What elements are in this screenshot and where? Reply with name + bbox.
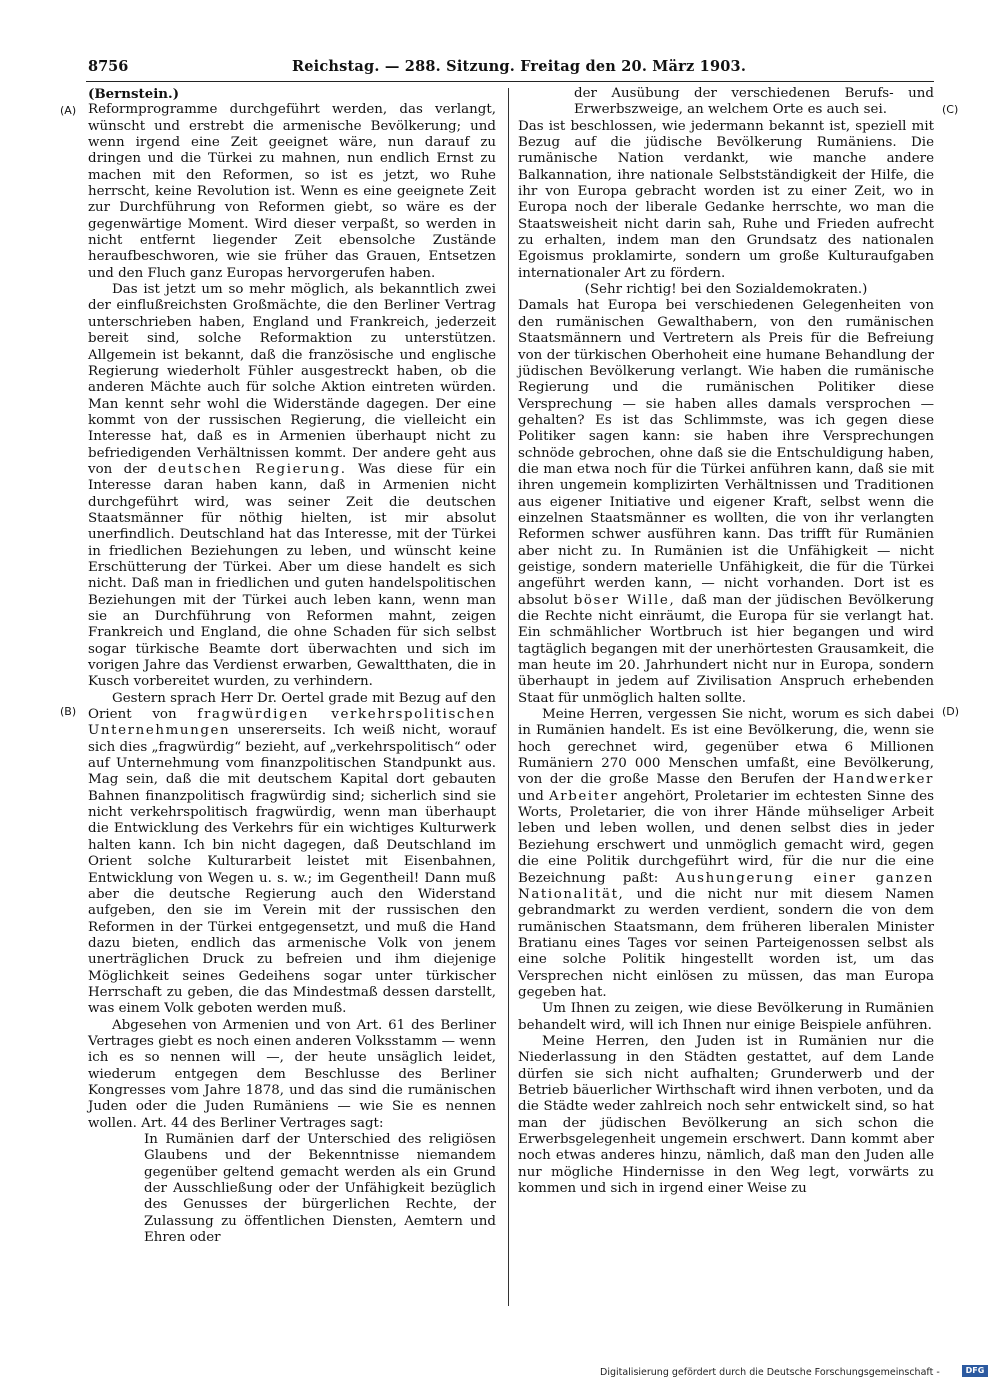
emphasis-text: böser Wille, xyxy=(573,592,676,608)
speaker-name: (Bernstein.) xyxy=(88,86,180,102)
paragraph: Um Ihnen zu zeigen, wie diese Bevölkerung in Rumänien behandelt wird, will ich Ihnen nur einige Beispiele anführen. xyxy=(518,1001,934,1033)
running-title: Reichstag. — 288. Sitzung. Freitag den 20. März 1903. xyxy=(292,58,747,75)
text-run: Gestern sprach Herr Dr. Oertel grade mit Bezug auf den Orient von xyxy=(88,690,496,723)
paragraph xyxy=(518,707,934,1001)
header-rule xyxy=(86,81,934,82)
right-column xyxy=(518,86,934,1197)
paragraph xyxy=(88,282,496,691)
page-number: 8756 xyxy=(88,58,129,75)
block-quote: In Rumänien darf der Unterschied des religiösen Glaubens und der Bekenntnisse niemandem gegenüber geltend gemacht werden als ein Grund der Ausschließung oder der Unfähigkeit bezüglich des Genusses der bürgerlichen Rechte, der Zulassung zu öffentlichen Diensten, Aemtern und Ehren oder xyxy=(144,1132,496,1246)
margin-marker-a: (A) xyxy=(60,104,77,117)
paragraph: Abgesehen von Armenien und von Art. 61 des Berliner Vertrages giebt es noch einen anderen Volksstamm — wenn ich es so nennen will —, der heute unsäglich leidet, wiederum entgegen dem Beschlusse des Berliner Kongresses vom Jahre 1878, und das sind die rumänischen Juden oder die Juden Rumäniens — wie Sie es nennen wollen. Art. 44 des Berliner Vertrages sagt: xyxy=(88,1017,496,1131)
paragraph xyxy=(88,691,496,1018)
dfg-logo: DFG xyxy=(962,1365,988,1377)
left-column xyxy=(88,86,496,1246)
margin-marker-c: (C) xyxy=(942,103,959,116)
emphasis-text: Aushungerung einer ganzen Nationalität, xyxy=(518,870,934,902)
text-run: Damals hat Europa bei verschiedenen Gelegenheiten von den rumänischen Gewalthabern, von den rumänischen Staatsmännern und Vertretern als Preis für die Befreiung von der türkischen Oberhoheit eine humane Behandlung der jüdischen Bevölkerung verlangt. Wie haben die rumänische Regierung und die rumänischen Politiker diese Versprechung — sie haben alles damals versprochen — gehalten? Es ist das Schlimmste, was ich gegen diese Politiker sagen kann: sie haben ihre Versprechungen schnöde gebrochen, ohne daß sie die Entschuldigung haben, die man etwa noch für die Türkei anführen kann, daß sie mit ihren ungemein komplizirten Verhältnissen und Traditionen aus eigener Initiative und eigener Kraft, selbst wenn die einzelnen Staatsmänner es wollten, die von ihr verlangten Reformen schwer ausführen kann. Das trifft für Rumänien aber nicht zu. In Rumänien ist die Unfähigkeit — nicht geistige, sondern materielle Unfähigkeit, die für die Türkei angeführt werden kann, — nicht vorhanden. Dort ist es absolut xyxy=(518,298,934,608)
text-run: und xyxy=(518,788,544,804)
paragraph: Das ist beschlossen, wie jedermann bekannt ist, speziell mit Bezug auf die jüdische Bevölkerung Rumäniens. Die rumänische Nation verdankt, wie manche andere Balkannation, ihre nationale Selbstständigkeit der Hilfe, die ihr von Europa gebracht worden ist zu einer Zeit, wo in Europa noch der liberale Gedanke herrschte, wo man die Staatsweisheit nicht darin sah, Ruhe und Frieden aufrecht zu erhalten, indem man den Grundsatz des nationalen Egoismus proklamirte, sondern um große Kulturaufgaben internationaler Art zu fördern. xyxy=(518,118,934,281)
emphasis-text: deutschen Regierung. xyxy=(157,461,347,477)
text-run: Meine Herren, vergessen Sie nicht, worum es sich dabei in Rumänien handelt. Es ist eine Bevölkerung, die, wenn sie hoch gerechnet wird, gegenüber etwa 6 Millionen Rumäniern 270 000 Menschen umfaßt, eine Bevölkerung, von der die große Masse den Berufen der xyxy=(518,707,934,788)
emphasis-text: fragwürdigen verkehrspolitischen Unternehmungen xyxy=(88,707,496,739)
emphasis-text: Arbeiter xyxy=(548,788,619,804)
interjection: (Sehr richtig! bei den Sozialdemokraten.) xyxy=(584,282,868,298)
text-run: unsererseits. Ich weiß nicht, worauf sich dies „fragwürdig“ bezieht, auf „verkehrspolitisch“ oder auf Unternehmung vom finanzpolitischen Standpunkt aus. Mag sein, daß die mit deutschem Kapital dort gebauten Bahnen finanzpolitisch fragwürdig sind; sicherlich sind sie nicht verkehrspolitisch fragwürdig, wenn man überhaupt die Entwicklung des Verkehrs für ein wichtiges Kulturwerk halten kann. Ich bin nicht dagegen, daß Deutschland im Orient solche Kulturarbeit leistet mit Eisenbahnen, Entwicklung von Wegen u. s. w.; im Gegentheil! Dann muß aber die deutsche Regierung auch den Widerstand aufgeben, den sie im Verein mit der russischen den Reformen in der Türkei entgegensetzt, und muß die Hand dazu bieten, endlich das armenische Volk von jenem unerträglichen Druck zu befreien und ihm diejenige Möglichkeit seines Gedeihens sogar unter türkischer Herrschaft zu geben, die das Mindestmaß dessen darstellt, was einem Volk geboten werden muß. xyxy=(88,723,496,1017)
text-run: daß man der jüdischen Bevölkerung die Rechte nicht einräumt, die Europa für sie verlangt hat. Ein schmählicher Wortbruch ist hier begangen und wird tagtäglich begangen mit der unerhörtesten Grausamkeit, die man heute im 20. Jahrhundert nicht nur in Europa, sondern überhaupt in jedem auf Zivilisation Anspruch erhebenden Staat für unmöglich halten sollte. xyxy=(518,592,934,706)
paragraph xyxy=(518,298,934,707)
emphasis-text: Handwerker xyxy=(832,772,934,788)
paragraph: Meine Herren, den Juden ist in Rumänien nur die Niederlassung in den Städten gestattet, auf dem Lande dürfen sie sich nicht aufhalten; Grunderwerb und der Betrieb bäuerlicher Wirthschaft wird ihnen verboten, und da die Städte weder zahlreich noch sehr entwickelt sind, so hat man der jüdischen Bevölkerung an sich schon die Erwerbsgelegenheit ungemein erschwert. Dann kommt aber noch etwas anderes hinzu, nämlich, daß man den Juden alle nur mögliche Hindernisse in den Weg legt, vorwärts zu kommen und sich in irgend einer Weise zu xyxy=(518,1033,934,1197)
text-run: Was diese für ein Interesse daran haben kann, daß in Armenien nicht durchgeführt wird, was seiner Zeit die deutschen Staatsmänner für nöthig hielten, ist mir absolut unerfindlich. Deutschland hat das Interesse, mit der Türkei in friedlichen Beziehungen zu leben, und wünscht keine Erschütterung der Türkei. Aber um diese handelt es sich nicht. Daß man in friedlichen und guten handelspolitischen Beziehungen mit der Türkei auch leben kann, wenn man sie an Durchführung von Reformen mahnt, zeigen Frankreich und England, die ohne Schaden für sich selbst sogar türkische Beamte dort überwachten und sich im vorigen Jahre das Verdienst erwarben, Gewaltthaten, die in Kusch vorbereitet wurden, zu verhindern. xyxy=(88,461,496,690)
block-quote: der Ausübung der verschiedenen Berufs- und Erwerbszweige, an welchem Orte es auch sei. xyxy=(574,86,934,118)
text-run: Das ist jetzt um so mehr möglich, als bekanntlich zwei der einflußreichsten Großmächte, die den Berliner Vertrag unterschrieben haben, England und Frankreich, jederzeit bereit sind, solche Reformaktion zu unterstützen. Allgemein ist bekannt, daß die französische und englische Regierung wiederholt Fühler ausgestreckt haben, ob die anderen Mächte auch für solche Aktion eintreten würden. Man kennt sehr wohl die Widerstände dagegen. Der eine kommt von der russischen Regierung, die vielleicht ein Interesse hat, daß es in Armenien überhaupt nicht zu befriedigenden Verhältnissen kommt. Der andere geht aus von der xyxy=(88,282,496,477)
margin-marker-b: (B) xyxy=(60,705,77,718)
paragraph: Reformprogramme durchgeführt werden, das verlangt, wünscht und erstrebt die armenische Bevölkerung; und wenn irgend eine Zeit geeignet wäre, nun darauf zu dringen und die Türkei zu mahnen, nun endlich Ernst zu machen mit den Reformen, so ist es jetzt, wo Ruhe herrscht, keine Revolution ist. Wenn es eine geeignete Zeit zur Durchführung von Reformen giebt, so wäre es der gegenwärtige Moment. Wird dieser verpaßt, so werden in nicht entfernt liegender Zeit ebensolche Zustände heraufbeschworen, wie sie früher das Grauen, Entsetzen und den Fluch ganz Europas hervorgerufen haben. xyxy=(88,102,496,281)
digitization-credit: Digitalisierung gefördert durch die Deutsche Forschungsgemeinschaft - xyxy=(600,1367,940,1378)
running-header xyxy=(80,56,940,82)
text-run: und die nicht nur mit diesem Namen gebrandmarkt zu werden verdient, sondern die von dem rumänischen Staatsmann, dem früheren liberalen Minister Bratianu eines Tages vor seinen Parteigenossen selbst als eine solche Politik hingestellt worden ist, um das Versprechen nicht einlösen zu müssen, das man Europa gegeben hat. xyxy=(518,886,935,1000)
text-run: angehört, Proletarier im echtesten Sinne des Worts, Proletarier, die von ihrer Hände mühseliger Arbeit leben und leben wollen, und denen selbst dies in jeder Beziehung erschwert und unmöglich gemacht wird, gegen die eine Politik durchgeführt wird, für die nur die eine Bezeichnung paßt: xyxy=(518,788,934,886)
column-divider xyxy=(508,88,509,1306)
margin-marker-d: (D) xyxy=(942,705,960,718)
